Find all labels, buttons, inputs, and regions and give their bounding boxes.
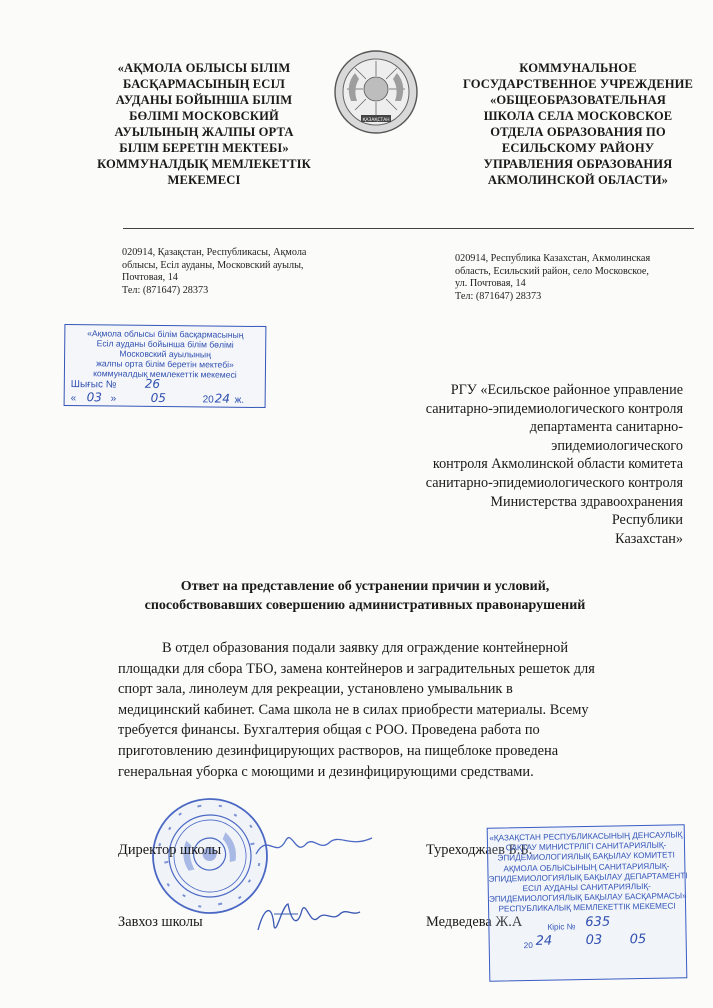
document-title-line: способствовавших совершению административных правонарушений bbox=[144, 598, 586, 613]
header-right-line: «ОБЩЕОБРАЗОВАТЕЛЬНАЯ bbox=[490, 93, 666, 107]
recipient-line: эпидемиологического bbox=[551, 437, 683, 454]
state-emblem bbox=[333, 49, 419, 135]
outgoing-date-year-suffix: 24 bbox=[214, 391, 231, 406]
director-name: Туреходжаев Б.Б. bbox=[426, 842, 533, 858]
outgoing-stamp-line: Есіл ауданы бойынша білім бөлімі bbox=[96, 338, 234, 350]
deputy-label: Завхоз школы bbox=[118, 914, 203, 930]
body-line: требуется финансы. Бухгалтерия общая с РОО. Проведена работа по bbox=[118, 722, 540, 739]
body-line: приготовлению дезинфицирующих растворов, на пищеблоке проведена bbox=[118, 742, 559, 759]
received-stamp-line: САҚТАУ МИНИСТРЛІГІ САНИТАРИЯЛЫҚ- bbox=[505, 840, 667, 853]
received-stamp-line: АҚМОЛА ОБЛЫСЫНЫҢ САНИТАРИЯЛЫҚ- bbox=[503, 861, 670, 874]
outgoing-number-value: 26 bbox=[144, 376, 161, 391]
received-stamp-line: «ҚАЗАҚСТАН РЕСПУБЛИКАСЫНЫҢ ДЕНСАУЛЫҚ bbox=[489, 830, 683, 843]
deputy-signature bbox=[254, 896, 364, 945]
received-number-value: 635 bbox=[585, 914, 611, 930]
received-number-label: Кіріс № bbox=[547, 921, 576, 932]
outgoing-number-label: Шығыс № bbox=[70, 379, 117, 391]
received-date-month: 03 bbox=[585, 932, 603, 948]
received-stamp-line: ЭПИДЕМИОЛОГИЯЛЫҚ БАҚЫЛАУ БАСҚАРМАСЫ» bbox=[488, 891, 687, 904]
header-left-line: МЕКЕМЕСІ bbox=[167, 173, 241, 187]
outgoing-date-quote-open: « bbox=[70, 393, 77, 405]
header-left-line: БАСҚАРМАСЫНЫҢ ЕСІЛ bbox=[123, 77, 285, 91]
received-date-year: 24 bbox=[535, 933, 553, 949]
outgoing-stamp-line: Московский ауылының bbox=[119, 348, 211, 360]
document-title bbox=[120, 577, 610, 615]
received-stamp bbox=[487, 824, 688, 981]
recipient-line: контроля Акмолинской области комитета bbox=[432, 456, 683, 473]
outgoing-stamp-line: жалпы орта білім беретін мектебі» bbox=[96, 358, 234, 370]
header-right-line: УПРАВЛЕНИЯ ОБРАЗОВАНИЯ bbox=[483, 157, 673, 171]
body-line: площадки для сбора ТБО, замена контейнеров и заградительных решеток для bbox=[118, 660, 595, 677]
header-right-line: ЕСИЛЬСКОМУ РАЙОНУ bbox=[501, 141, 655, 155]
outgoing-date-year-prefix: 20 bbox=[202, 394, 214, 406]
recipient-line: РГУ «Есильское районное управление bbox=[450, 382, 683, 398]
header-left-line: БІЛІМ БЕРЕТІН МЕКТЕБІ» bbox=[119, 141, 289, 155]
outgoing-stamp-line: коммуналдық мемлекеттік мекемесі bbox=[93, 368, 237, 380]
body-line: спорт зала, линолеум для рекреации, установлено умывальник в bbox=[118, 681, 513, 698]
outgoing-date-quote-close: » bbox=[110, 393, 117, 405]
body-line: В отдел образования подали заявку для ограждение контейнерной bbox=[162, 640, 569, 656]
document-body bbox=[118, 638, 595, 782]
recipient-line: Министерства здравоохранения bbox=[490, 493, 683, 510]
header-left-line: БӨЛІМІ МОСКОВСКИЙ bbox=[129, 109, 279, 123]
address-left-line: Почтовая, 14 bbox=[122, 272, 178, 284]
header-right-line: ОТДЕЛА ОБРАЗОВАНИЯ ПО bbox=[490, 125, 666, 139]
address-left-line: облысы, Есіл ауданы, Московский ауылы, bbox=[122, 259, 304, 271]
recipient-line: Республики bbox=[611, 512, 683, 529]
director-signature bbox=[250, 826, 380, 871]
outgoing-stamp bbox=[64, 324, 267, 408]
header-divider bbox=[123, 228, 694, 229]
header-right-line: КОММУНАЛЬНОЕ bbox=[519, 61, 637, 75]
document-title-line: Ответ на представление об устранении причин и условий, bbox=[180, 579, 550, 594]
emblem-caption: ҚАЗАҚСТАН bbox=[362, 118, 390, 123]
body-line: генеральная уборка с моющими и дезинфицирующими средствами. bbox=[118, 763, 534, 780]
header-left-line: КОММУНАЛДЫҚ МЕМЛЕКЕТТІК bbox=[97, 157, 311, 171]
received-stamp-line: РЕСПУБЛИКАЛЫҚ МЕМЛЕКЕТТІК МЕКЕМЕСІ bbox=[498, 901, 676, 914]
received-date-prefix: 20 bbox=[523, 940, 533, 950]
header-right-line: АКМОЛИНСКОЙ ОБЛАСТИ» bbox=[487, 173, 669, 187]
received-stamp-line: ЭПИДЕМИОЛОГИЯЛЫҚ БАҚЫЛАУ КОМИТЕТІ bbox=[497, 850, 675, 863]
header-left-line: АУЫЛЫНЫҢ ЖАЛПЫ ОРТА bbox=[114, 125, 294, 139]
header-left-org-name bbox=[88, 60, 320, 188]
address-left-line: Тел: (871647) 28373 bbox=[122, 284, 209, 296]
body-line: медицинский кабинет. Сама школа не в силах приобрести материалы. Всему bbox=[118, 701, 589, 718]
address-right-line: Тел: (871647) 28373 bbox=[455, 290, 542, 302]
outgoing-date-year-end: ж. bbox=[234, 394, 245, 406]
address-right-line: область, Есильский район, село Московское, bbox=[455, 265, 649, 277]
received-date-day: 05 bbox=[629, 931, 647, 947]
outgoing-date-day: 03 bbox=[86, 390, 103, 405]
deputy-name: Медведева Ж.А bbox=[426, 914, 523, 930]
recipient-block bbox=[426, 381, 683, 548]
recipient-line: санитарно-эпидемиологического контроля bbox=[425, 474, 683, 491]
header-right-line: ГОСУДАРСТВЕННОЕ УЧРЕЖДЕНИЕ bbox=[462, 77, 694, 91]
recipient-line: санитарно-эпидемиологического контроля bbox=[425, 400, 683, 417]
address-right-line: 020914, Республика Казахстан, Акмолинская bbox=[455, 253, 651, 264]
director-label: Директор школы bbox=[118, 842, 222, 858]
outgoing-stamp-line: «Ақмола облысы білім басқармасының bbox=[87, 328, 244, 340]
received-stamp-line: ЕСІЛ АУДАНЫ САНИТАРИЯЛЫҚ- bbox=[522, 881, 651, 894]
header-left-line: «АҚМОЛА ОБЛЫСЫ БІЛІМ bbox=[117, 61, 291, 75]
header-right-line: ШКОЛА СЕЛА МОСКОВСКОЕ bbox=[483, 109, 673, 123]
recipient-line: Казахстан» bbox=[615, 530, 683, 547]
address-right bbox=[455, 253, 650, 303]
address-left bbox=[122, 247, 306, 297]
header-left-line: АУДАНЫ БОЙЫНША БІЛІМ bbox=[115, 93, 293, 107]
recipient-line: департамента санитарно- bbox=[529, 419, 683, 436]
outgoing-date-month: 05 bbox=[150, 390, 167, 406]
received-stamp-line: ЭПИДЕМИОЛОГИЯЛЫҚ БАҚЫЛАУ ДЕПАРТАМЕНТІ bbox=[488, 871, 688, 884]
address-right-line: ул. Почтовая, 14 bbox=[455, 278, 526, 290]
address-left-line: 020914, Қазақстан, Республикасы, Ақмола bbox=[122, 247, 307, 258]
header-right-org-name bbox=[452, 60, 704, 188]
